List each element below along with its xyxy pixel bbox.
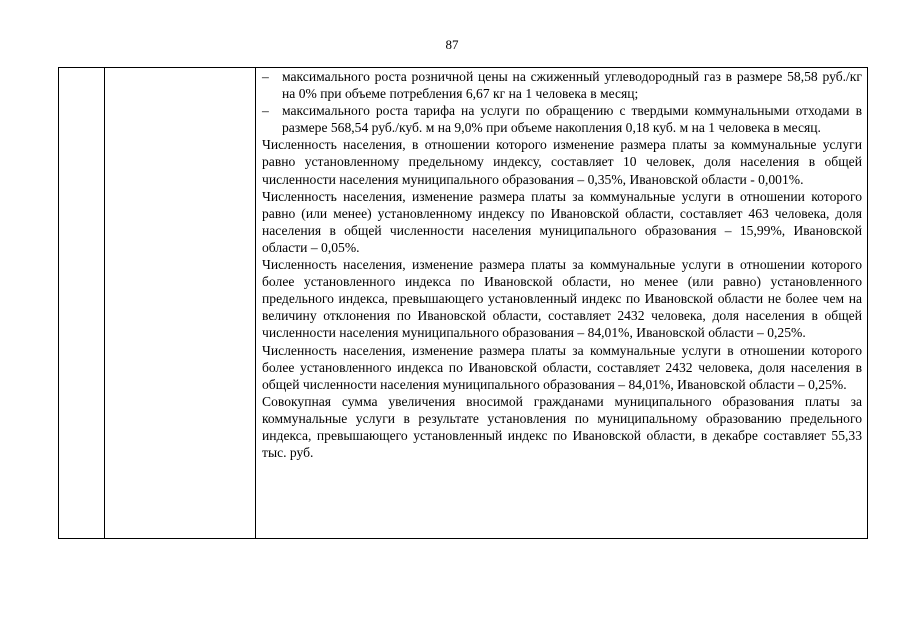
list-bullet-mark: – — [262, 69, 269, 84]
paragraph: Численность населения, изменение размера платы за коммунальные услуги в отношении которого равно (или менее) установленному индексу по Ивановской области, составляет 463 человека, доля населения в общей численности населения муниципального образования – 15,99%, Ивановской области – 0,05%. — [262, 188, 862, 255]
paragraph: Численность населения, в отношении которого изменение размера платы за коммунальные услуги равно установленному предельному индексу, составляет 10 человек, доля населения в общей численности населения муниципального образования – 0,35%, Ивановской области - 0,001%. — [262, 137, 862, 187]
paragraph: Численность населения, изменение размера платы за коммунальные услуги в отношении которого более установленного индекса по Ивановской области, но менее (или равно) установленного предельного индекса, превышающего установленный индекс по Ивановской области не более чем на величину отклонения по Ивановской области, составляет 2432 человека, доля населения в общей численности населения муниципального образования – 84,01%, Ивановской области – 0,25%. — [262, 257, 862, 341]
page-number: 87 — [445, 37, 459, 52]
list-item-text: максимального роста тарифа на услуги по обращению с твердыми коммунальными отходами в размере 568,54 руб./куб. м на 9,0% при объеме накопления 0,18 куб. м на 1 человека в месяц. — [282, 103, 862, 136]
paragraph: Совокупная сумма увеличения вносимой гражданами муниципального образования платы за коммунальные услуги в результате установления по муниципальному образованию предельного индекса, превышающего установленный индекс по Ивановской области, в декабре составляет 55,33 тыс. руб. — [262, 393, 862, 461]
list-item-text: максимального роста розничной цены на сжиженный углеводородный газ в размере 58,58 руб./кг на 0% при объеме потребления 6,67 кг на 1 человека в месяц; — [282, 69, 862, 102]
table-text-cell — [262, 68, 862, 461]
list-item — [262, 102, 862, 136]
document-table — [58, 67, 868, 539]
list-item — [262, 68, 862, 102]
paragraph: Численность населения, изменение размера платы за коммунальные услуги в отношении которого более установленного индекса по Ивановской области, составляет 2432 человека, доля населения в общей численности населения муниципального образования – 84,01%, Ивановской области – 0,25%. — [262, 342, 862, 392]
table-column-divider — [255, 68, 256, 538]
table-column-divider — [104, 68, 105, 538]
list-bullet-mark: – — [262, 103, 269, 119]
